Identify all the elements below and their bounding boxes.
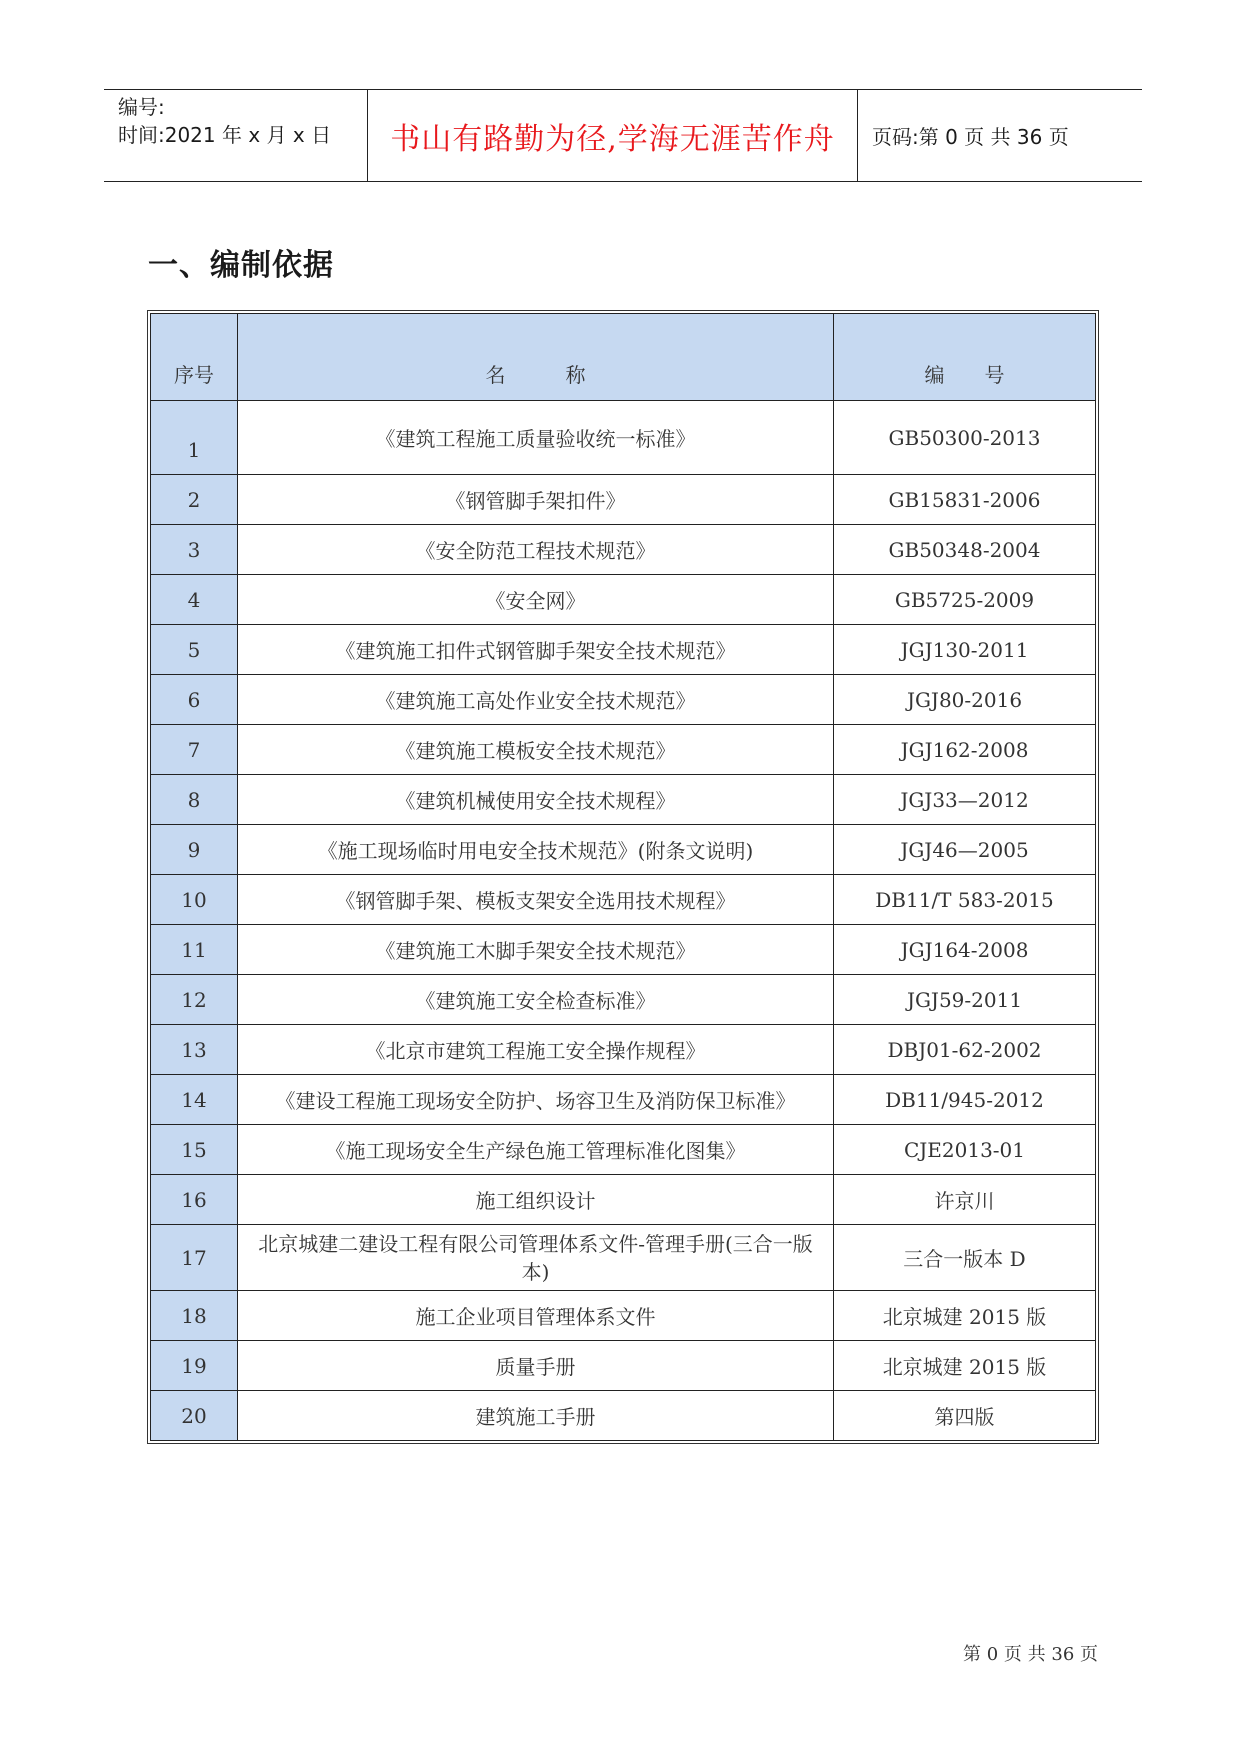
row-number: 11 [151, 925, 238, 975]
row-code: GB15831-2006 [834, 475, 1096, 525]
row-name: 施工组织设计 [238, 1175, 834, 1225]
row-number: 14 [151, 1075, 238, 1125]
row-name: 《建筑施工模板安全技术规范》 [238, 725, 834, 775]
row-name: 《施工现场临时用电安全技术规范》(附条文说明) [238, 825, 834, 875]
row-name: 北京城建二建设工程有限公司管理体系文件-管理手册(三合一版本) [238, 1225, 834, 1291]
row-name: 建筑施工手册 [238, 1391, 834, 1441]
table-row [151, 675, 1096, 725]
row-name: 《建筑机械使用安全技术规程》 [238, 775, 834, 825]
row-name: 《建筑施工安全检查标准》 [238, 975, 834, 1025]
header-page-info: 页码:第 0 页 共 36 页 [872, 125, 1069, 149]
header-meta [104, 90, 368, 181]
page-footer: 第 0 页 共 36 页 [963, 1644, 1098, 1665]
col-header-code: 编 号 [834, 314, 1096, 401]
row-code: GB50348-2004 [834, 525, 1096, 575]
page-header [104, 89, 1142, 182]
row-code: DB11/945-2012 [834, 1075, 1096, 1125]
row-name: 《钢管脚手架、模板支架安全选用技术规程》 [238, 875, 834, 925]
table-row [151, 825, 1096, 875]
row-number: 20 [151, 1391, 238, 1441]
table-row [151, 401, 1096, 475]
row-code: CJE2013-01 [834, 1125, 1096, 1175]
table-row [151, 875, 1096, 925]
row-number: 9 [151, 825, 238, 875]
row-name: 《建筑工程施工质量验收统一标准》 [238, 401, 834, 475]
row-code: 三合一版本 D [834, 1225, 1096, 1291]
row-number: 13 [151, 1025, 238, 1075]
row-name: 《安全防范工程技术规范》 [238, 525, 834, 575]
row-number: 19 [151, 1341, 238, 1391]
table-row [151, 1341, 1096, 1391]
doc-time-label: 时间:2021 年 x 月 x 日 [118, 123, 332, 147]
row-code: 北京城建 2015 版 [834, 1341, 1096, 1391]
row-name: 《施工现场安全生产绿色施工管理标准化图集》 [238, 1125, 834, 1175]
row-code: GB5725-2009 [834, 575, 1096, 625]
row-name: 《建筑施工木脚手架安全技术规范》 [238, 925, 834, 975]
table-header-row [151, 314, 1096, 401]
section-title: 一、编制依据 [148, 248, 334, 283]
row-code: 许京川 [834, 1175, 1096, 1225]
row-name: 《建设工程施工现场安全防护、场容卫生及消防保卫标准》 [238, 1075, 834, 1125]
row-code: JGJ59-2011 [834, 975, 1096, 1025]
row-number: 16 [151, 1175, 238, 1225]
table-row [151, 1025, 1096, 1075]
header-motto: 书山有路勤为径,学海无涯苦作舟 [368, 90, 858, 181]
row-code: GB50300-2013 [834, 401, 1096, 475]
row-number: 10 [151, 875, 238, 925]
row-name: 《建筑施工扣件式钢管脚手架安全技术规范》 [238, 625, 834, 675]
row-name: 《钢管脚手架扣件》 [238, 475, 834, 525]
table-row [151, 1225, 1096, 1291]
row-name: 施工企业项目管理体系文件 [238, 1291, 834, 1341]
row-number: 3 [151, 525, 238, 575]
row-code: DBJ01-62-2002 [834, 1025, 1096, 1075]
row-name: 《建筑施工高处作业安全技术规范》 [238, 675, 834, 725]
row-number: 6 [151, 675, 238, 725]
col-header-name: 名 称 [238, 314, 834, 401]
row-name: 《北京市建筑工程施工安全操作规程》 [238, 1025, 834, 1075]
table-row [151, 575, 1096, 625]
table-row [151, 1125, 1096, 1175]
row-name: 《安全网》 [238, 575, 834, 625]
row-number: 2 [151, 475, 238, 525]
row-number: 12 [151, 975, 238, 1025]
table-row [151, 475, 1096, 525]
row-code: JGJ162-2008 [834, 725, 1096, 775]
standards-table-frame [147, 310, 1099, 1444]
table-row [151, 1175, 1096, 1225]
table-row [151, 775, 1096, 825]
row-code: JGJ46—2005 [834, 825, 1096, 875]
row-number: 5 [151, 625, 238, 675]
row-number: 17 [151, 1225, 238, 1291]
doc-number-label: 编号: [118, 95, 165, 119]
row-code: JGJ80-2016 [834, 675, 1096, 725]
standards-table [150, 313, 1096, 1441]
row-number: 15 [151, 1125, 238, 1175]
row-number: 8 [151, 775, 238, 825]
row-code: 第四版 [834, 1391, 1096, 1441]
row-code: 北京城建 2015 版 [834, 1291, 1096, 1341]
row-code: JGJ164-2008 [834, 925, 1096, 975]
row-code: DB11/T 583-2015 [834, 875, 1096, 925]
row-code: JGJ130-2011 [834, 625, 1096, 675]
row-number: 1 [151, 401, 238, 475]
row-code: JGJ33—2012 [834, 775, 1096, 825]
table-row [151, 925, 1096, 975]
row-number: 18 [151, 1291, 238, 1341]
table-row [151, 1291, 1096, 1341]
table-row [151, 525, 1096, 575]
table-row [151, 1075, 1096, 1125]
col-header-number: 序号 [151, 314, 238, 401]
table-row [151, 1391, 1096, 1441]
row-number: 7 [151, 725, 238, 775]
row-name: 质量手册 [238, 1341, 834, 1391]
table-row [151, 975, 1096, 1025]
row-number: 4 [151, 575, 238, 625]
table-row [151, 625, 1096, 675]
table-row [151, 725, 1096, 775]
